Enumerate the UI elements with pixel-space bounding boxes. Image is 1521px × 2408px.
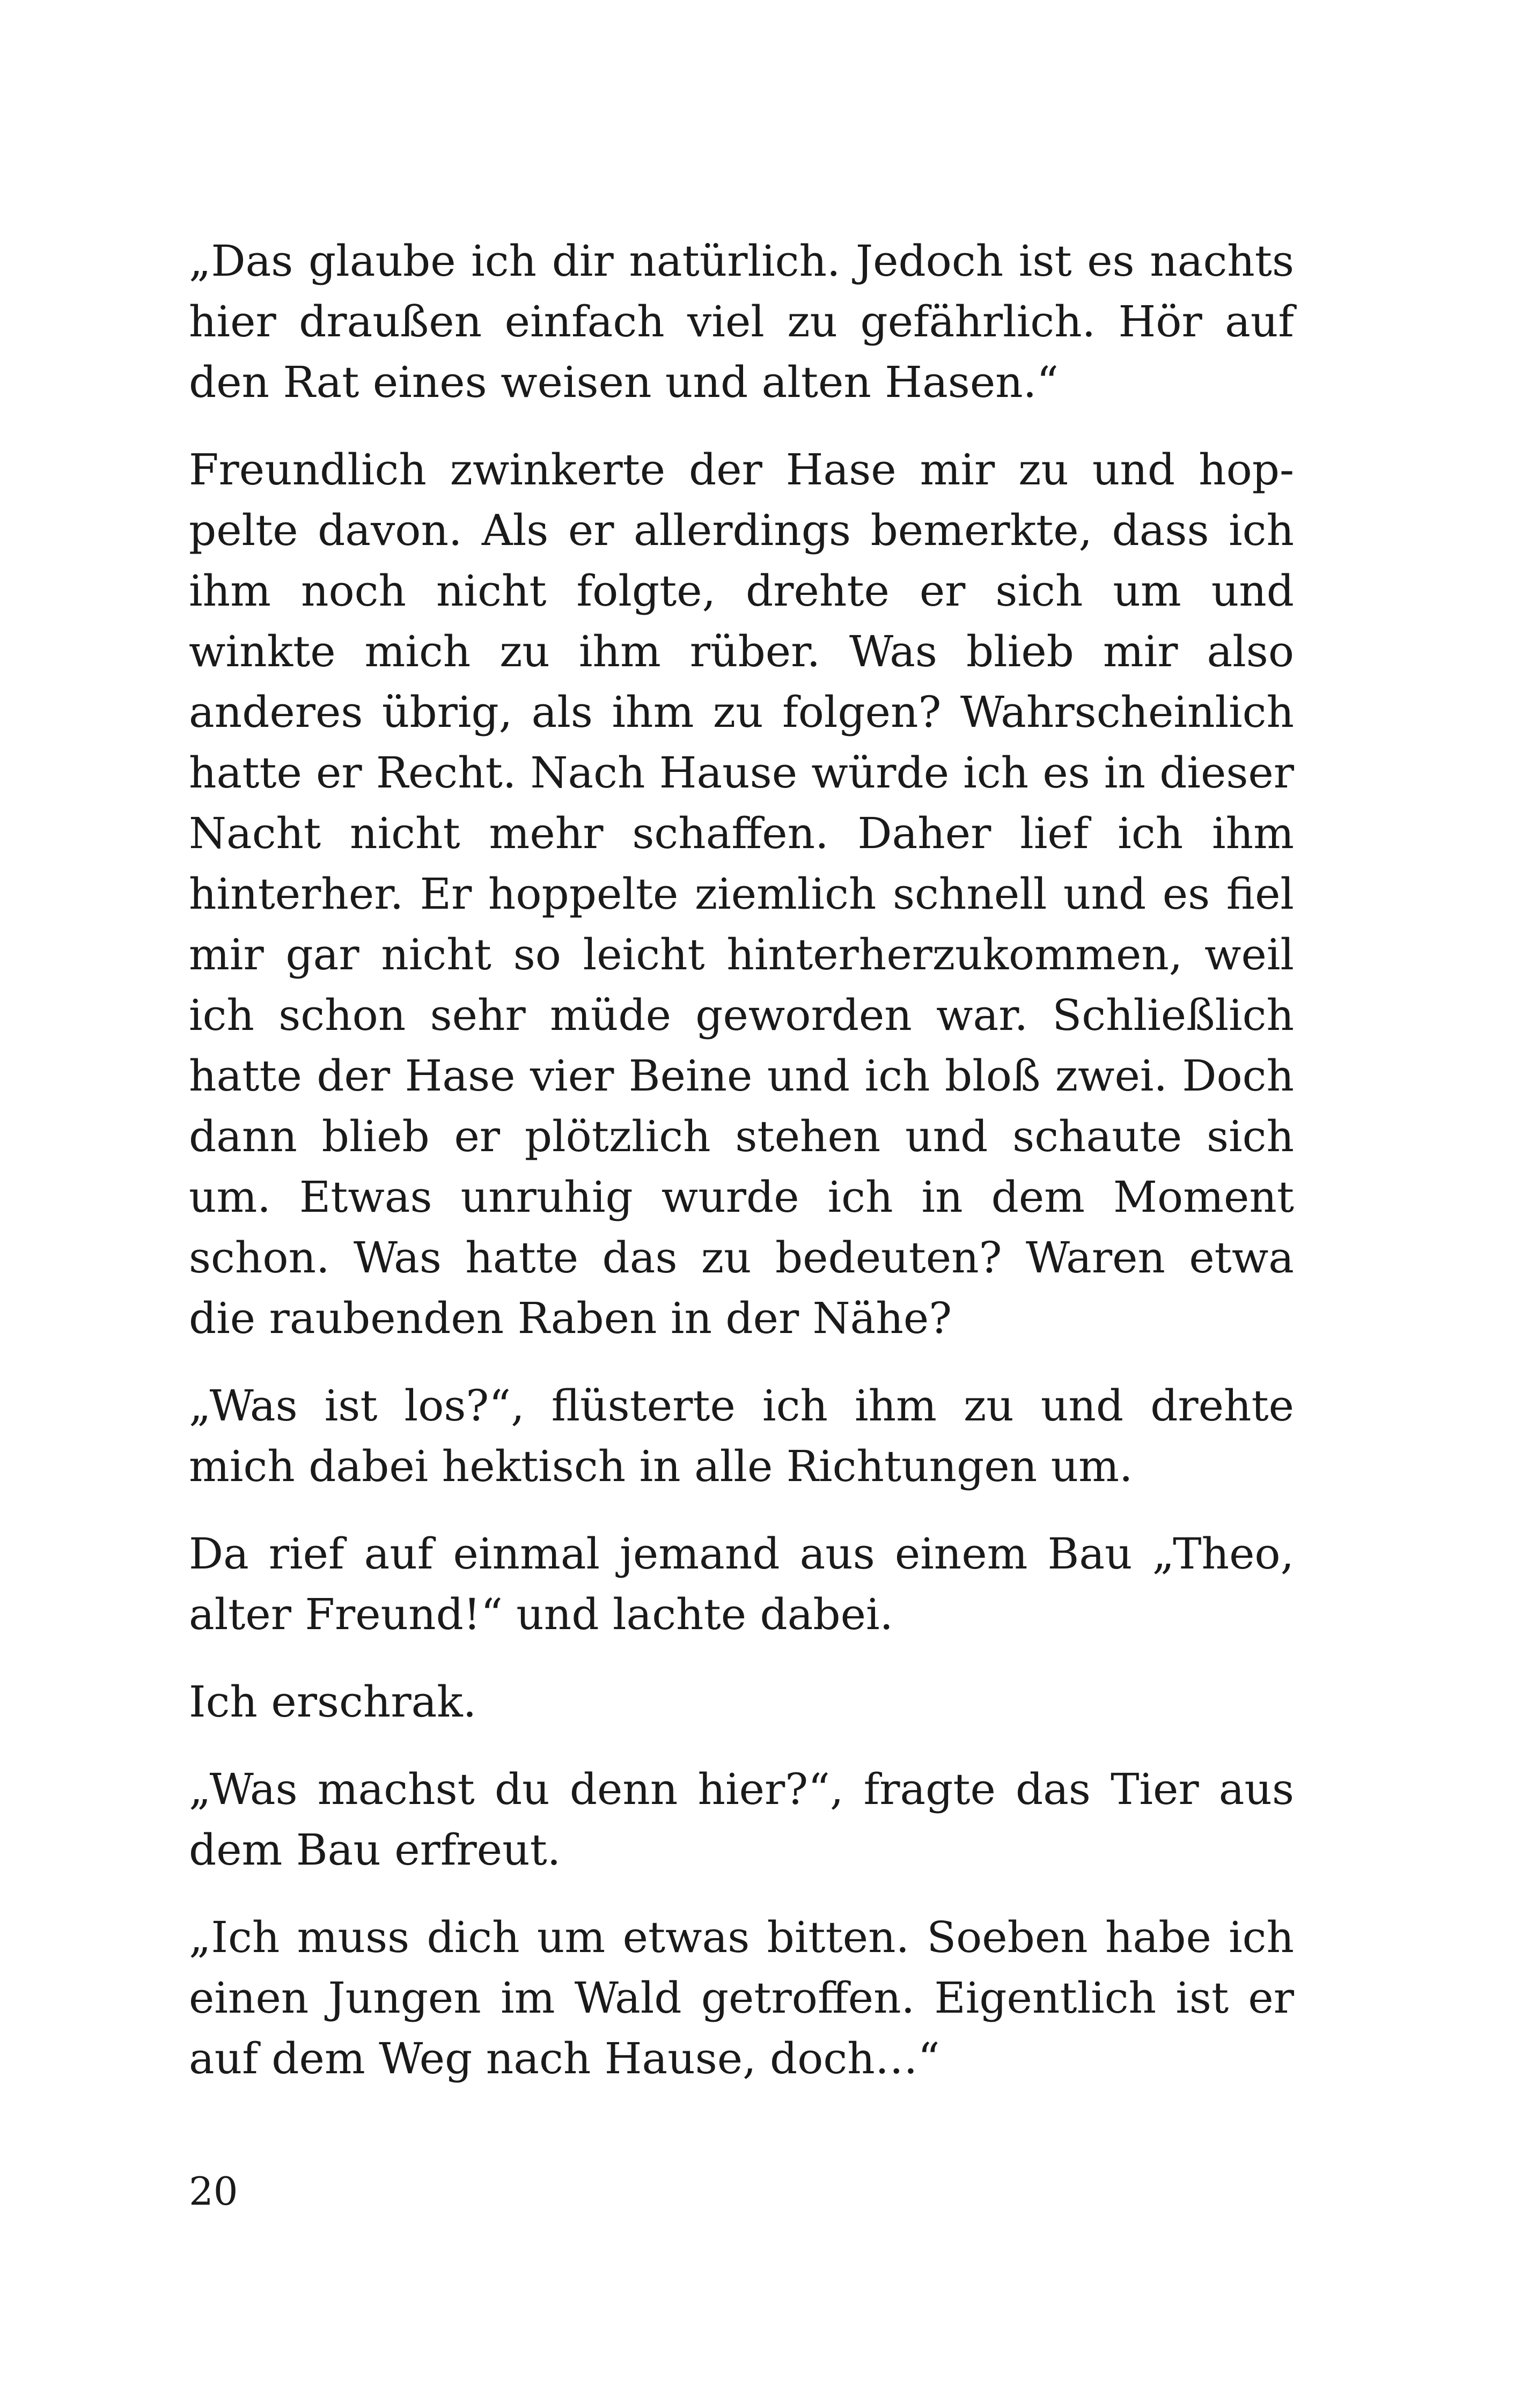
body-text bbox=[189, 231, 1294, 2116]
paragraph-4: Da rief auf einmal jemand aus einem Bau „Theo, alter Freund!“ und lachte dabei. bbox=[189, 1529, 1294, 1639]
paragraph-2: Freundlich zwinkerte der Hase mir zu und hoppelte davon. Als er allerdings bemerkte, dass ich ihm noch nicht folgte, drehte er sich um und winkte mich zu ihm rüber. Was blieb mir also anderes übrig, als ihm zu folgen? Wahrscheinlich hatte er Recht. Nach Hause würde ich es in dieser Nacht nicht mehr schaffen. Daher lief ich ihm hinterher. Er hoppelte ziemlich schnell und es fiel mir gar nicht so leicht hinterherzukommen, weil ich schon sehr müde geworden war. Schließlich hatte der Hase vier Beine und ich bloß zwei. Doch dann blieb er plötzlich stehen und schaute sich um. Etwas unruhig wurde ich in dem Moment schon. Was hatte das zu bedeuten? Waren etwa die raubenden Raben in der Nähe? bbox=[189, 445, 1294, 1343]
paragraph-1: „Das glaube ich dir natürlich. Jedoch ist es nachts hier draußen einfach viel zu gefährlich. Hör auf den Rat eines weisen und alten Hasen.“ bbox=[189, 236, 1294, 407]
paragraph-6: „Was machst du denn hier?“, fragte das Tier aus dem Bau erfreut. bbox=[189, 1764, 1294, 1875]
paragraph-7: „Ich muss dich um etwas bitten. Soeben habe ich einen Jungen im Wald getroffen. Eigentlich ist er auf dem Weg nach Hause, doch…“ bbox=[189, 1912, 1294, 2083]
paragraph-5: Ich erschrak. bbox=[189, 1677, 477, 1727]
page-number: 20 bbox=[189, 2169, 238, 2214]
paragraph-3: „Was ist los?“, flüsterte ich ihm zu und drehte mich dabei hektisch in alle Richtungen um. bbox=[189, 1381, 1294, 1491]
